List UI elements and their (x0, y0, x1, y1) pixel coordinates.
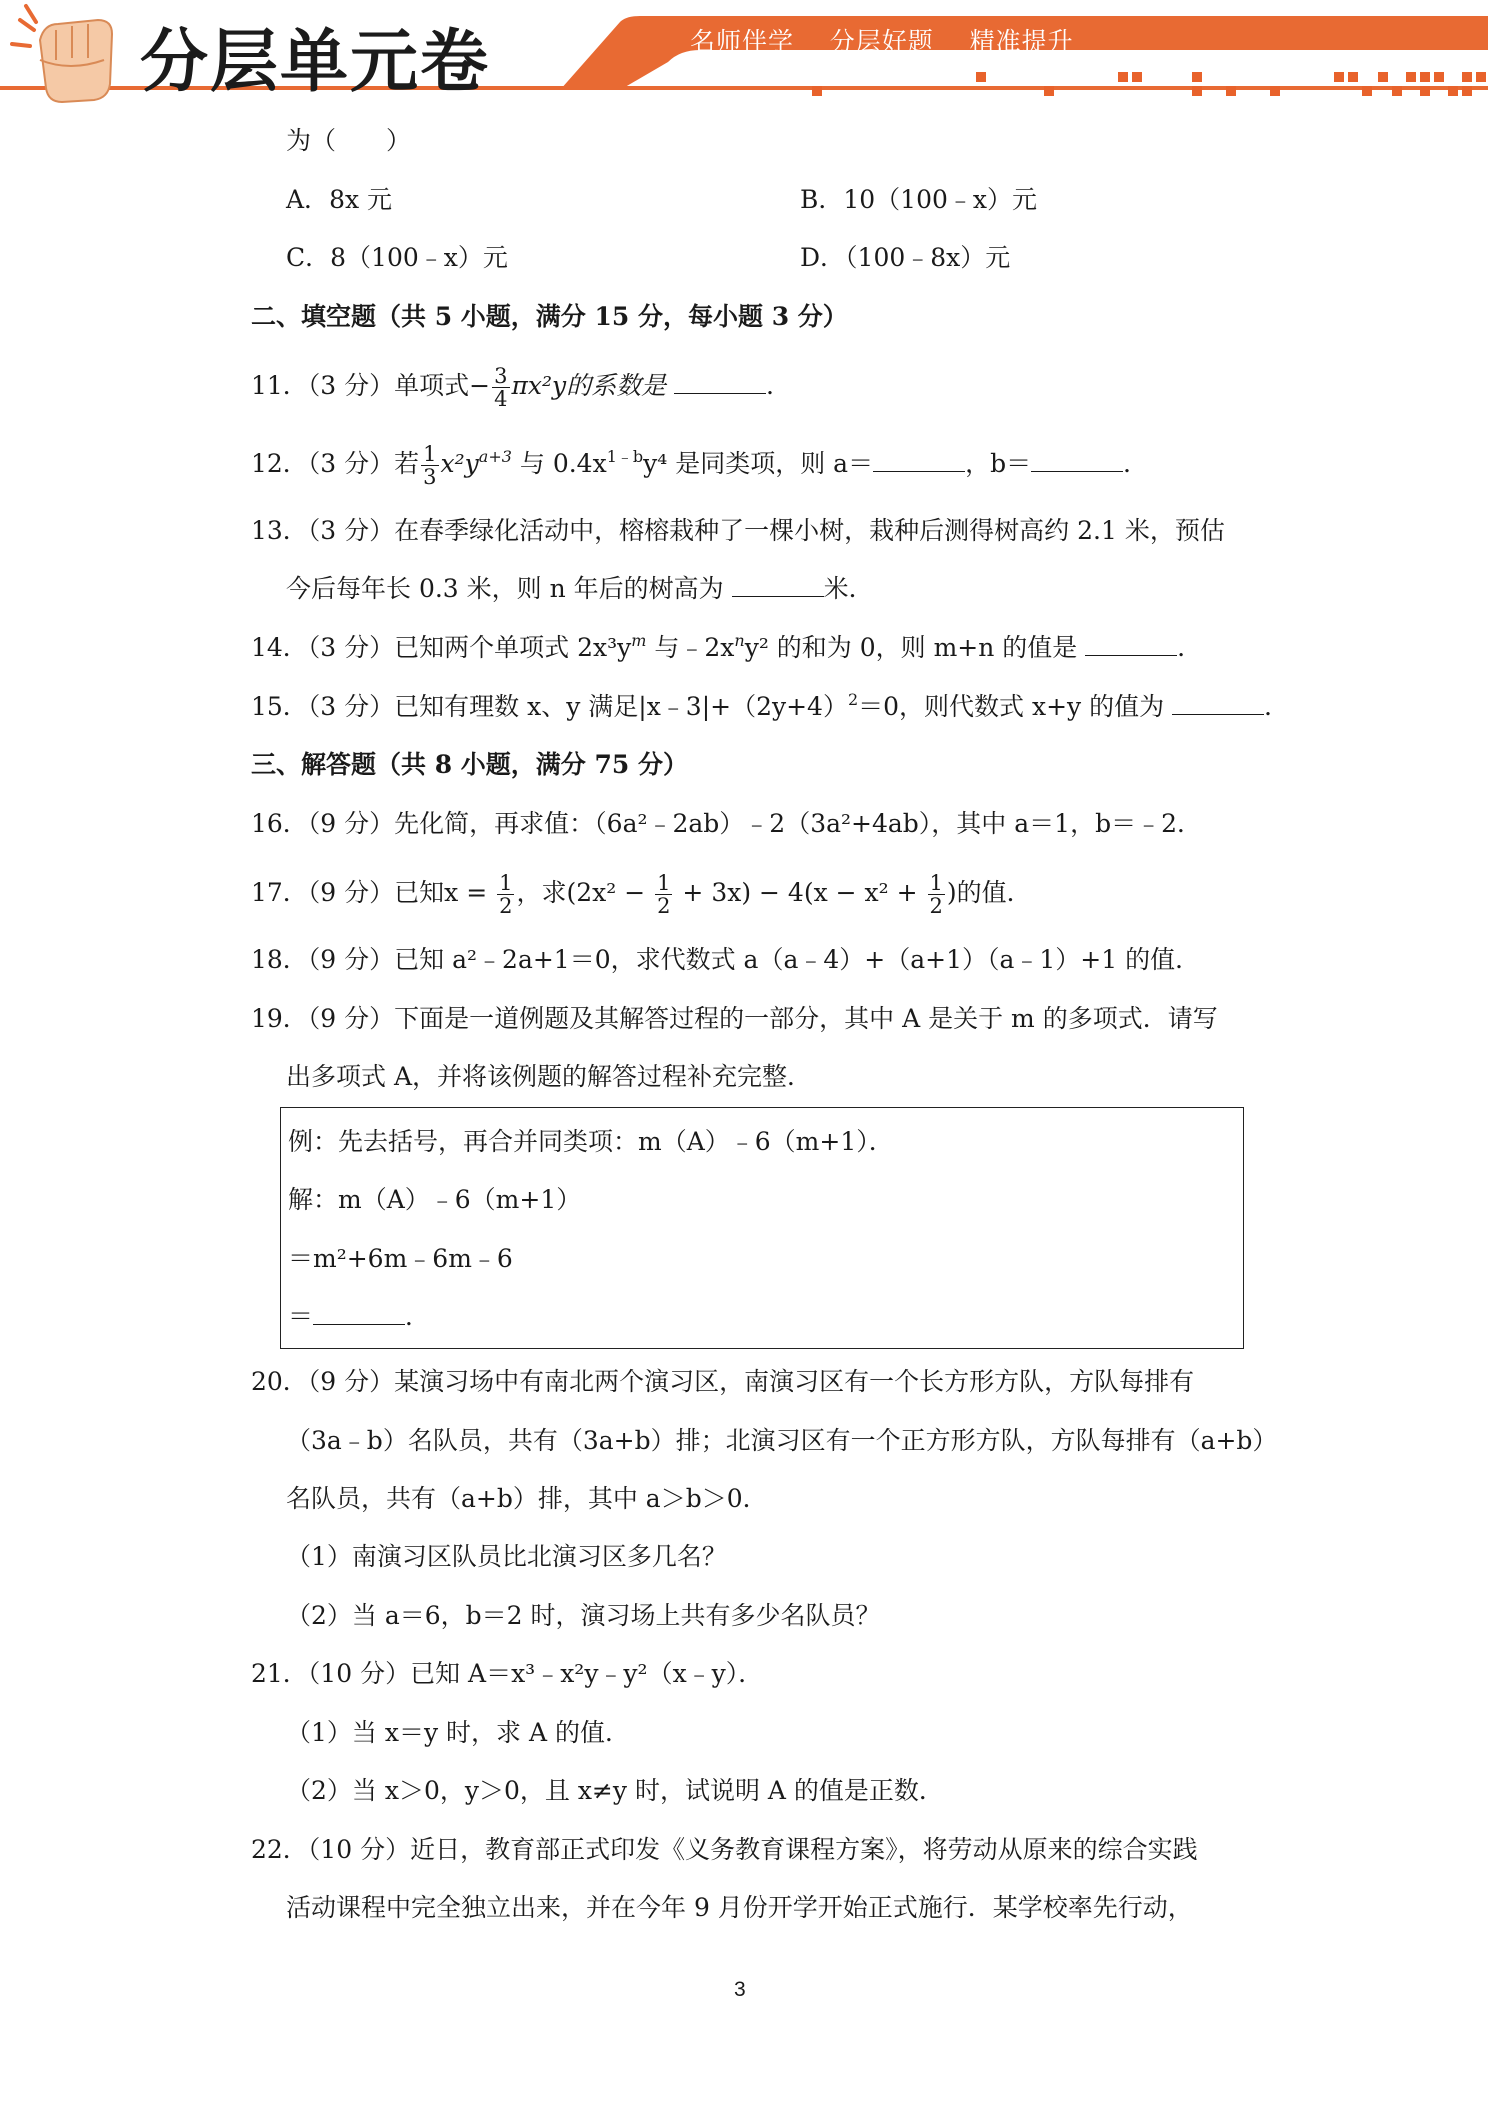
section-2-title: 二、填空题（共 5 小题，满分 15 分，每小题 3 分） (251, 302, 848, 331)
q17-expression-1: ，求(2x² − (516, 878, 654, 907)
fraction-numerator: 1 (929, 871, 943, 895)
option-label: B． (800, 185, 844, 214)
q10-option-c (286, 241, 508, 275)
fraction-denominator: 2 (499, 894, 513, 918)
example-line-3: ＝m²+6m﹣6m﹣6 (288, 1244, 513, 1273)
question-17 (251, 872, 1032, 917)
question-20-line-1: 20．（9 分）某演习场中有南北两个演习区，南演习区有一个长方形方队，方队每排有 (251, 1367, 1195, 1396)
question-19-line-1: 19．（9 分）下面是一道例题及其解答过程的一部分，其中 A 是关于 m 的多项式．请写 (251, 1004, 1218, 1033)
fraction-numerator: 3 (494, 364, 508, 388)
q15-condition: ＝0，则代数式 x+y 的值为 (858, 692, 1165, 721)
fraction (421, 443, 438, 488)
option-label: C． (286, 243, 331, 272)
answer-blank-a[interactable] (873, 449, 965, 472)
q10-option-b (800, 183, 1037, 217)
fraction-numerator: 1 (423, 442, 437, 466)
question-19-line-2: 出多项式 A，并将该例题的解答过程补充完整． (286, 1062, 813, 1091)
fraction-denominator: 3 (423, 465, 437, 489)
question-20-line-3: 名队员，共有（a+b）排，其中 a＞b＞0． (286, 1484, 768, 1513)
decorative-dots (812, 72, 1486, 96)
fraction (928, 872, 945, 917)
question-22-line-1: 22．（10 分）近日，教育部正式印发《义务教育课程方案》，将劳动从原来的综合实践 (251, 1835, 1198, 1864)
q12-second-term: 与 0.4x (519, 449, 607, 478)
question-22-line-2: 活动课程中完全独立出来，并在今年 9 月份开学开始正式施行．某学校率先行动， (286, 1893, 1193, 1922)
question-13-line-2 (286, 572, 874, 606)
q14-condition: y² 的和为 0，则 m+n 的值是 (744, 633, 1078, 662)
option-text: 10（100﹣x）元 (843, 185, 1038, 214)
example-end: ． (405, 1302, 431, 1331)
q14-end: ． (1177, 633, 1203, 662)
brand-title: 分层单元卷 (140, 23, 491, 102)
header-slogan: 名师伴学 分层好题 精准提升 (690, 27, 1074, 56)
q11-end: ． (766, 371, 792, 400)
q10-option-a (286, 183, 392, 217)
q17-end: )的值． (946, 878, 1032, 907)
q17-expression-2: + 3x) − 4(x − x² + (674, 878, 926, 907)
q15-end: ． (1264, 692, 1290, 721)
q10-option-d (800, 241, 1010, 275)
section-3-title: 三、解答题（共 8 小题，满分 75 分） (251, 750, 689, 779)
q12-exponent-1: a+3 (478, 447, 512, 466)
q14-mid: 与﹣2x (646, 633, 735, 662)
fraction-numerator: 1 (657, 871, 671, 895)
example-line-1: 例：先去括号，再合并同类项：m（A）﹣6（m+1）． (288, 1127, 894, 1156)
fraction-denominator: 2 (929, 894, 943, 918)
question-12 (251, 443, 1148, 488)
q17-prefix: 17．（9 分）已知x = (251, 878, 496, 907)
fraction (497, 872, 514, 917)
q11-prefix: 11．（3 分）单项式− (251, 371, 491, 400)
answer-blank-b[interactable] (1031, 449, 1123, 472)
q15-exponent: 2 (847, 690, 859, 709)
q15-prefix: 15．（3 分）已知有理数 x、y 满足|x﹣3|+（2y+4） (251, 692, 848, 721)
question-15 (251, 690, 1289, 724)
page-number: 3 (734, 1978, 746, 2001)
question-18: 18．（9 分）已知 a²﹣2a+1＝0，求代数式 a（a﹣4）+（a+1）（a﹣1）+1 的值． (251, 945, 1201, 974)
answer-blank[interactable] (1172, 692, 1264, 715)
question-14 (251, 631, 1202, 665)
option-text: 8x 元 (329, 185, 393, 214)
question-21-part-2: （2）当 x＞0，y＞0，且 x≠y 时，试说明 A 的值是正数． (286, 1776, 944, 1805)
q14-exponent-n: n (734, 631, 745, 650)
question-13-line-1: 13．（3 分）在春季绿化活动中，榕榕栽种了一棵小树，栽种后测得树高约 2.1 米，预估 (251, 516, 1225, 545)
fraction-numerator: 1 (499, 871, 513, 895)
fraction-denominator: 2 (657, 894, 671, 918)
page-header (0, 0, 1488, 120)
answer-blank[interactable] (1085, 633, 1177, 656)
question-20-part-1: （1）南演习区队员比北演习区多几名？ (286, 1542, 727, 1571)
question-20-part-2: （2）当 a＝6，b＝2 时，演习场上共有多少名队员？ (286, 1601, 881, 1630)
answer-blank[interactable] (313, 1302, 405, 1325)
option-text: （100﹣8x）元 (845, 243, 1011, 272)
q11-expression: πx²y的系数是 (511, 371, 667, 400)
q12-condition: y⁴ 是同类项，则 a＝ (643, 449, 874, 478)
q12-exponent-2: 1﹣b (606, 447, 644, 466)
fraction (655, 872, 672, 917)
answer-blank[interactable] (732, 574, 824, 597)
question-21-part-1: （1）当 x＝y 时，求 A 的值． (286, 1718, 630, 1747)
q14-prefix: 14．（3 分）已知两个单项式 2x³y (251, 633, 632, 662)
question-11 (251, 365, 791, 410)
q12-prefix: 12．（3 分）若 (251, 449, 420, 478)
q13-text: 今后每年长 0.3 米，则 n 年后的树高为 (286, 574, 724, 603)
example-equals: ＝ (288, 1302, 314, 1331)
fraction (492, 365, 509, 410)
q10-tail: 为（ ） (286, 126, 412, 155)
q12-end: ． (1123, 449, 1149, 478)
option-label: A． (286, 185, 330, 214)
example-line-2: 解：m（A）﹣6（m+1） (288, 1185, 582, 1214)
q13-unit: 米． (823, 574, 874, 603)
q12-term: x²y (440, 449, 479, 478)
question-21: 21．（10 分）已知 A＝x³﹣x²y﹣y²（x﹣y）． (251, 1659, 764, 1688)
question-20-line-2: （3a﹣b）名队员，共有（3a+b）排；北演习区有一个正方形方队，方队每排有（a+b） (286, 1426, 1278, 1455)
example-line-4 (288, 1300, 430, 1334)
answer-blank[interactable] (674, 371, 766, 394)
q12-b-label: ，b＝ (965, 449, 1032, 478)
option-text: 8（100﹣x）元 (330, 243, 508, 272)
question-16: 16．（9 分）先化简，再求值：（6a²﹣2ab）﹣2（3a²+4ab），其中 a＝1，b＝﹣2． (251, 809, 1202, 838)
option-label: D． (800, 243, 846, 272)
q14-exponent-m: m (631, 631, 647, 650)
fraction-denominator: 4 (494, 387, 508, 411)
